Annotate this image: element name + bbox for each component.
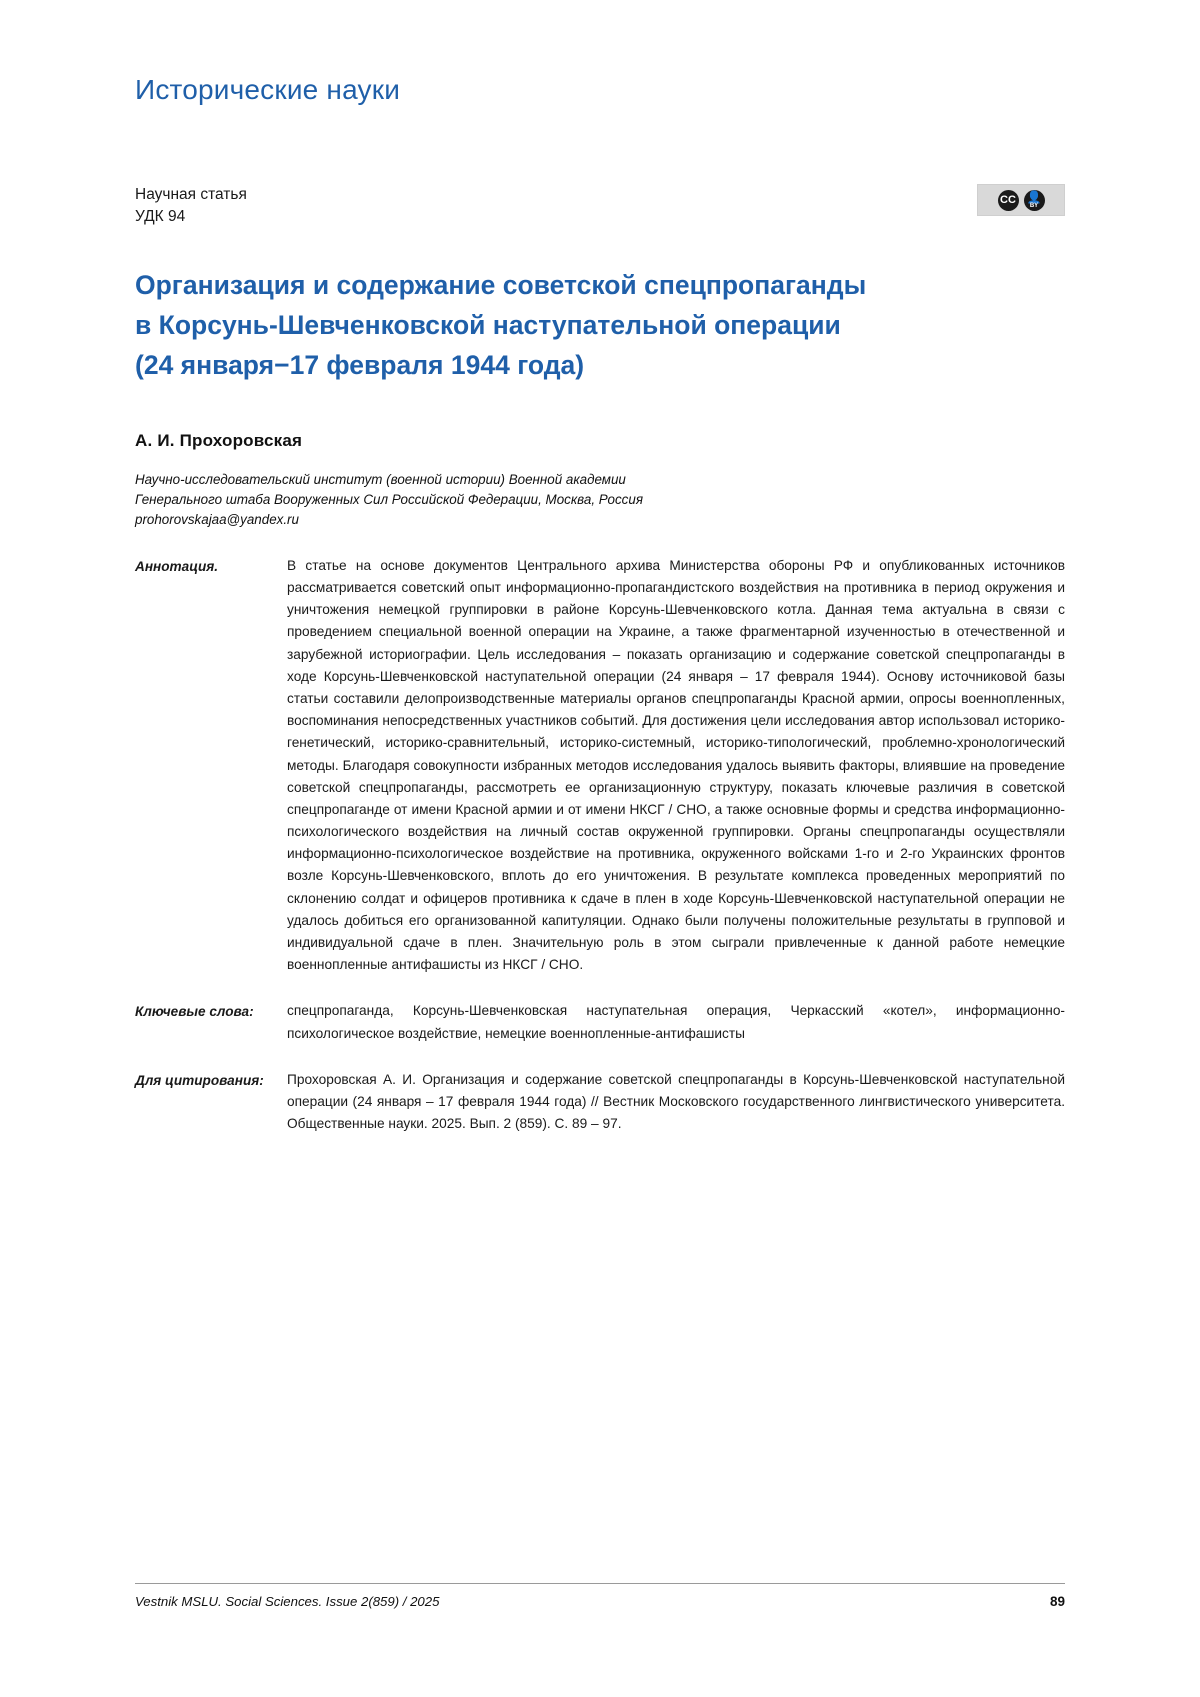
abstract-text: В статье на основе документов Центрального архива Министерства обороны РФ и опубликованных источников рассматривается советский опыт информационно-пропагандистского воздействия на противника в период окружения и уничтожения немецкой группировки в районе Корсунь-Шевченковского котла. Данная тема актуальна в связи с проведением специальной военной операции на Украине, а также фрагментарной изученностью в отечественной и зарубежной историографии. Цель исследования – показать организацию и содержание советской спецпропаганды в ходе Корсунь-Шевченковской наступательной операции (24 января – 17 февраля 1944). Основу источниковой базы статьи составили делопроизводственные материалы органов спецпропаганды Красной армии, опросы военнопленных, воспоминания непосредственных участников событий. Для достижения цели исследования автор использовал историко-генетический, историко-сравнительный, историко-системный, историко-типологический, проблемно-хронологический методы. Благодаря совокупности избранных методов исследования удалось выявить факторы, влиявшие на проведение советской спецпропаганды, рассмотреть ее организационную структуру, показать ключевые различия в советской спецпропаганде от имени Красной армии и от имени НКСГ / СНО, а также основные формы и средства информационно-психологического воздействия на личный состав окруженной группировки. Органы спецпропаганды осуществляли информационно-психологическое воздействие на противника, окруженного войсками 1-го и 2-го Украинских фронтов возле Корсунь-Шевченковского, вплоть до его уничтожения. В результате комплекса проведенных мероприятий по склонению солдат и офицеров противника к сдаче в плен в ходе Корсунь-Шевченковской наступательной операции не удалось добиться его организованной капитуляции. Однако были получены положительные результаты в групповой и индивидуальной сдаче в плен. Значительную роль в этом сыграли привлеченные к данной работе немецкие военнопленные антифашисты из НКСГ / СНО. — [287, 557, 1065, 973]
article-meta-row — [135, 184, 1065, 229]
cc-license-badge-icon — [977, 184, 1065, 216]
author-affiliation — [135, 470, 1065, 531]
page-title — [135, 265, 1065, 386]
footer-journal-title: Vestnik MSLU. Social Sciences. Issue 2(859) / 2025 — [135, 1594, 440, 1609]
citation-text: Прохоровская А. И. Организация и содержание советской спецпропаганды в Корсунь-Шевченковской наступательной операции (24 января – 17 февраля 1944 года) // Вестник Московского государственного лингвистического университета. Общественные науки. 2025. Вып. 2 (859). С. 89 – 97. — [287, 1071, 1065, 1132]
citation-label: Для цитирования: — [135, 1072, 264, 1088]
citation-block — [135, 1069, 1065, 1136]
page-title-line-2: в Корсунь-Шевченковской наступательной операции — [135, 310, 841, 341]
page-title-line-3: (24 января−17 февраля 1944 года) — [135, 350, 585, 381]
cc-by-icon — [1024, 190, 1045, 211]
cc-by-person-glyph: 👤 — [1026, 190, 1042, 204]
article-meta-left — [135, 184, 247, 229]
keywords-label: Ключевые слова: — [135, 1004, 254, 1020]
section-heading: Исторические науки — [135, 74, 401, 105]
author-name: А. И. Прохоровская — [135, 430, 303, 450]
creative-commons-icon: CC — [998, 190, 1019, 211]
page-footer — [135, 1583, 1065, 1609]
udc-code: УДК 94 — [135, 208, 186, 226]
page-title-line-1: Организация и содержание советской спецпропаганды — [135, 269, 867, 300]
keywords-text: спецпропаганда, Корсунь-Шевченковская наступательная операция, Черкасский «котел», информационно-психологическое воздействие, немецкие военнопленные-антифашисты — [287, 1003, 1065, 1041]
author-email[interactable]: prohorovskajaa@yandex.ru — [135, 512, 299, 528]
article-type: Научная статья — [135, 186, 247, 203]
abstract-block — [135, 555, 1065, 977]
affiliation-line-1: Научно-исследовательский институт (военной истории) Военной академии — [135, 471, 626, 487]
cc-by-label: BY — [1029, 203, 1039, 209]
abstract-label: Аннотация. — [135, 558, 219, 574]
affiliation-line-2: Генерального штаба Вооруженных Сил Российской Федерации, Москва, Россия — [135, 492, 643, 508]
footer-page-number: 89 — [1049, 1594, 1065, 1609]
keywords-block — [135, 1000, 1065, 1044]
